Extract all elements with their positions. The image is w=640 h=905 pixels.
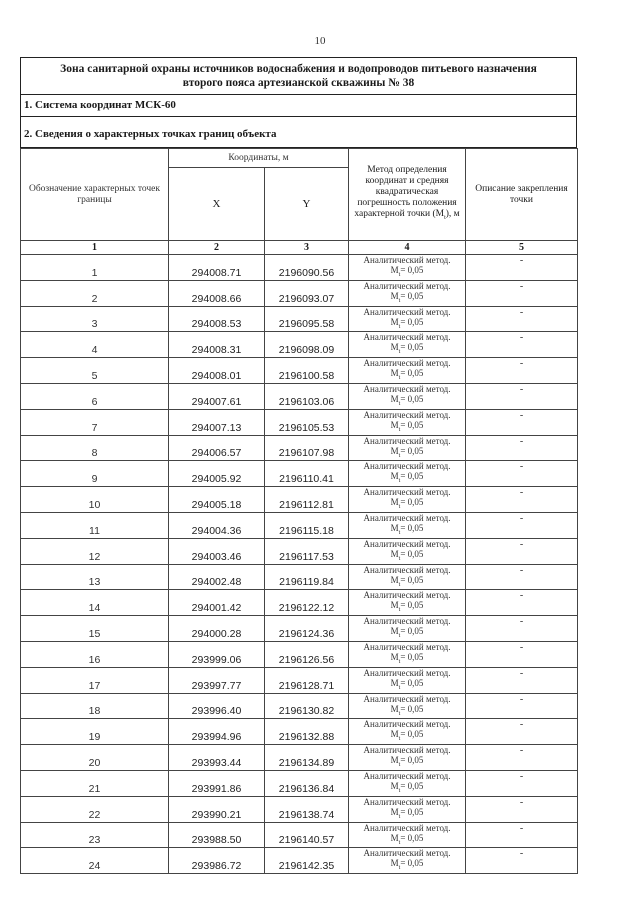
coord-x: 294003.46 bbox=[169, 538, 265, 564]
method-text: Аналитический метод. bbox=[363, 667, 451, 678]
header-method-sub: t bbox=[444, 214, 446, 221]
coord-y: 2196098.09 bbox=[265, 332, 349, 358]
header-method-text: Метод определения координат и средняя квадратическая погрешность положения характерной точки (M bbox=[354, 165, 457, 220]
method-cell bbox=[349, 461, 466, 487]
method-accuracy bbox=[349, 575, 465, 590]
accuracy-subscript: t bbox=[398, 839, 401, 846]
method-cell bbox=[349, 487, 466, 513]
accuracy-value: = 0,05 bbox=[400, 368, 424, 379]
accuracy-subscript: t bbox=[398, 658, 401, 665]
accuracy-value: = 0,05 bbox=[400, 626, 424, 637]
header-x: X bbox=[169, 168, 265, 241]
point-description: - bbox=[466, 383, 578, 409]
accuracy-subscript: t bbox=[398, 529, 401, 536]
method-accuracy bbox=[349, 446, 465, 461]
accuracy-value: = 0,05 bbox=[400, 780, 424, 791]
point-id: 4 bbox=[21, 332, 169, 358]
point-id: 24 bbox=[21, 848, 169, 874]
column-number: 1 bbox=[21, 241, 169, 255]
accuracy-subscript: t bbox=[398, 374, 401, 381]
accuracy-value: = 0,05 bbox=[400, 316, 424, 327]
accuracy-symbol: M bbox=[390, 780, 399, 791]
accuracy-symbol: M bbox=[390, 265, 399, 275]
point-description: - bbox=[466, 590, 578, 616]
accuracy-value: = 0,05 bbox=[400, 574, 424, 585]
coord-x: 293997.77 bbox=[169, 667, 265, 693]
header-method bbox=[349, 149, 466, 241]
method-text: Аналитический метод. bbox=[363, 616, 451, 627]
accuracy-symbol: M bbox=[390, 393, 399, 404]
boundary-points-table bbox=[20, 148, 578, 874]
method-cell bbox=[349, 641, 466, 667]
accuracy-value: = 0,05 bbox=[400, 806, 424, 817]
point-id: 5 bbox=[21, 358, 169, 384]
method-text: Аналитический метод. bbox=[363, 590, 451, 601]
section-boundary-points: 2. Сведения о характерных точках границ объекта bbox=[20, 117, 577, 148]
coord-y: 2196124.36 bbox=[265, 616, 349, 642]
coord-y: 2196140.57 bbox=[265, 822, 349, 848]
table-row bbox=[21, 693, 578, 719]
method-cell bbox=[349, 383, 466, 409]
point-id: 1 bbox=[21, 255, 169, 281]
method-text: Аналитический метод. bbox=[363, 822, 451, 833]
method-text: Аналитический метод. bbox=[363, 306, 451, 317]
method-text: Аналитический метод. bbox=[363, 745, 451, 756]
accuracy-subscript: t bbox=[398, 607, 401, 614]
accuracy-subscript: t bbox=[398, 452, 401, 459]
coord-y: 2196138.74 bbox=[265, 796, 349, 822]
table-row bbox=[21, 564, 578, 590]
accuracy-value: = 0,05 bbox=[400, 290, 424, 301]
coord-x: 293993.44 bbox=[169, 745, 265, 771]
page-number: 10 bbox=[314, 35, 326, 47]
coord-y: 2196115.18 bbox=[265, 512, 349, 538]
accuracy-symbol: M bbox=[390, 342, 399, 353]
accuracy-symbol: M bbox=[390, 651, 399, 662]
accuracy-value: = 0,05 bbox=[400, 548, 424, 559]
method-text: Аналитический метод. bbox=[363, 332, 451, 343]
accuracy-value: = 0,05 bbox=[400, 832, 424, 843]
accuracy-value: = 0,05 bbox=[400, 677, 424, 688]
method-text: Аналитический метод. bbox=[363, 848, 451, 859]
coord-y: 2196105.53 bbox=[265, 409, 349, 435]
coord-y: 2196132.88 bbox=[265, 719, 349, 745]
method-accuracy bbox=[349, 652, 465, 667]
coord-y: 2196110.41 bbox=[265, 461, 349, 487]
title-line-2: второго пояса артезианской скважины № 38 bbox=[182, 77, 415, 89]
column-number: 3 bbox=[265, 241, 349, 255]
method-cell bbox=[349, 280, 466, 306]
table-row bbox=[21, 796, 578, 822]
accuracy-symbol: M bbox=[390, 832, 399, 843]
method-text: Аналитический метод. bbox=[363, 693, 451, 704]
method-accuracy bbox=[349, 317, 465, 332]
coord-y: 2196136.84 bbox=[265, 770, 349, 796]
method-cell bbox=[349, 693, 466, 719]
table-row bbox=[21, 848, 578, 874]
method-cell bbox=[349, 564, 466, 590]
coord-y: 2196093.07 bbox=[265, 280, 349, 306]
table-row bbox=[21, 358, 578, 384]
point-id: 20 bbox=[21, 745, 169, 771]
header-point-designation: Обозначение характерных точек границы bbox=[21, 149, 169, 241]
point-description: - bbox=[466, 641, 578, 667]
method-text: Аналитический метод. bbox=[363, 435, 451, 446]
method-accuracy bbox=[349, 626, 465, 641]
table-row bbox=[21, 538, 578, 564]
method-accuracy bbox=[349, 678, 465, 693]
method-text: Аналитический метод. bbox=[363, 512, 451, 523]
table-row bbox=[21, 590, 578, 616]
accuracy-symbol: M bbox=[390, 522, 399, 533]
point-description: - bbox=[466, 796, 578, 822]
accuracy-symbol: M bbox=[390, 419, 399, 430]
method-accuracy bbox=[349, 420, 465, 435]
accuracy-value: = 0,05 bbox=[400, 755, 424, 766]
coord-y: 2196090.56 bbox=[265, 255, 349, 281]
table-row bbox=[21, 822, 578, 848]
accuracy-symbol: M bbox=[390, 574, 399, 585]
method-accuracy bbox=[349, 704, 465, 719]
method-accuracy bbox=[349, 291, 465, 306]
point-description: - bbox=[466, 822, 578, 848]
method-cell bbox=[349, 255, 466, 281]
table-row bbox=[21, 487, 578, 513]
method-text: Аналитический метод. bbox=[363, 280, 451, 291]
coord-x: 294008.66 bbox=[169, 280, 265, 306]
point-description: - bbox=[466, 409, 578, 435]
accuracy-symbol: M bbox=[390, 316, 399, 327]
document-title bbox=[20, 57, 577, 95]
table-row bbox=[21, 306, 578, 332]
point-id: 16 bbox=[21, 641, 169, 667]
method-accuracy bbox=[349, 549, 465, 564]
coord-x: 294002.48 bbox=[169, 564, 265, 590]
header-description: Описание закрепления точки bbox=[466, 149, 578, 241]
method-accuracy bbox=[349, 523, 465, 538]
point-description: - bbox=[466, 848, 578, 874]
accuracy-subscript: t bbox=[398, 736, 401, 743]
method-accuracy bbox=[349, 342, 465, 357]
table-row bbox=[21, 745, 578, 771]
method-cell bbox=[349, 306, 466, 332]
point-id: 3 bbox=[21, 306, 169, 332]
method-cell bbox=[349, 332, 466, 358]
coord-x: 294006.57 bbox=[169, 435, 265, 461]
accuracy-symbol: M bbox=[390, 858, 399, 869]
point-description: - bbox=[466, 512, 578, 538]
point-description: - bbox=[466, 332, 578, 358]
table-row bbox=[21, 409, 578, 435]
point-id: 18 bbox=[21, 693, 169, 719]
accuracy-symbol: M bbox=[390, 497, 399, 508]
coord-x: 293999.06 bbox=[169, 641, 265, 667]
coord-x: 293990.21 bbox=[169, 796, 265, 822]
table-row bbox=[21, 461, 578, 487]
coord-y: 2196122.12 bbox=[265, 590, 349, 616]
accuracy-symbol: M bbox=[390, 755, 399, 766]
accuracy-subscript: t bbox=[398, 865, 401, 872]
coord-x: 294008.01 bbox=[169, 358, 265, 384]
method-accuracy bbox=[349, 807, 465, 822]
method-cell bbox=[349, 719, 466, 745]
point-description: - bbox=[466, 616, 578, 642]
coord-y: 2196134.89 bbox=[265, 745, 349, 771]
accuracy-subscript: t bbox=[398, 787, 401, 794]
point-description: - bbox=[466, 306, 578, 332]
accuracy-value: = 0,05 bbox=[400, 651, 424, 662]
table-row bbox=[21, 641, 578, 667]
accuracy-value: = 0,05 bbox=[400, 393, 424, 404]
method-text: Аналитический метод. bbox=[363, 538, 451, 549]
method-cell bbox=[349, 409, 466, 435]
point-description: - bbox=[466, 693, 578, 719]
header-method-unit: ), м bbox=[445, 209, 460, 220]
coord-y: 2196112.81 bbox=[265, 487, 349, 513]
method-accuracy bbox=[349, 781, 465, 796]
title-line-1: Зона санитарной охраны источников водоснабжения и водопроводов питьевого назначения bbox=[60, 63, 537, 75]
accuracy-subscript: t bbox=[398, 323, 401, 330]
method-accuracy bbox=[349, 471, 465, 486]
method-cell bbox=[349, 667, 466, 693]
point-id: 10 bbox=[21, 487, 169, 513]
accuracy-subscript: t bbox=[398, 761, 401, 768]
coord-x: 294005.18 bbox=[169, 487, 265, 513]
method-accuracy bbox=[349, 858, 465, 873]
accuracy-value: = 0,05 bbox=[400, 419, 424, 430]
point-description: - bbox=[466, 487, 578, 513]
coord-y: 2196117.53 bbox=[265, 538, 349, 564]
method-cell bbox=[349, 616, 466, 642]
coord-x: 293988.50 bbox=[169, 822, 265, 848]
accuracy-value: = 0,05 bbox=[400, 497, 424, 508]
coord-x: 294007.61 bbox=[169, 383, 265, 409]
accuracy-subscript: t bbox=[398, 581, 401, 588]
method-text: Аналитический метод. bbox=[363, 796, 451, 807]
accuracy-subscript: t bbox=[398, 632, 401, 639]
method-cell bbox=[349, 770, 466, 796]
coord-x: 294007.13 bbox=[169, 409, 265, 435]
point-id: 14 bbox=[21, 590, 169, 616]
method-cell bbox=[349, 435, 466, 461]
coord-x: 294008.53 bbox=[169, 306, 265, 332]
point-id: 23 bbox=[21, 822, 169, 848]
coord-y: 2196119.84 bbox=[265, 564, 349, 590]
method-text: Аналитический метод. bbox=[363, 564, 451, 575]
method-accuracy bbox=[349, 600, 465, 615]
method-text: Аналитический метод. bbox=[363, 719, 451, 730]
point-id: 9 bbox=[21, 461, 169, 487]
accuracy-value: = 0,05 bbox=[400, 729, 424, 740]
header-y: Y bbox=[265, 168, 349, 241]
point-id: 19 bbox=[21, 719, 169, 745]
method-cell bbox=[349, 590, 466, 616]
point-description: - bbox=[466, 564, 578, 590]
method-text: Аналитический метод. bbox=[363, 770, 451, 781]
coord-x: 294000.28 bbox=[169, 616, 265, 642]
coord-y: 2196107.98 bbox=[265, 435, 349, 461]
method-text: Аналитический метод. bbox=[363, 461, 451, 472]
accuracy-subscript: t bbox=[398, 710, 401, 717]
accuracy-symbol: M bbox=[390, 368, 399, 379]
point-id: 2 bbox=[21, 280, 169, 306]
point-description: - bbox=[466, 280, 578, 306]
point-description: - bbox=[466, 745, 578, 771]
table-row bbox=[21, 770, 578, 796]
point-id: 8 bbox=[21, 435, 169, 461]
coord-x: 293986.72 bbox=[169, 848, 265, 874]
method-accuracy bbox=[349, 265, 465, 280]
method-cell bbox=[349, 822, 466, 848]
coord-x: 294008.71 bbox=[169, 255, 265, 281]
accuracy-subscript: t bbox=[398, 813, 401, 820]
accuracy-value: = 0,05 bbox=[400, 342, 424, 353]
point-description: - bbox=[466, 667, 578, 693]
table-row bbox=[21, 512, 578, 538]
method-text: Аналитический метод. bbox=[363, 358, 451, 369]
method-cell bbox=[349, 512, 466, 538]
method-accuracy bbox=[349, 833, 465, 848]
column-numbers-row bbox=[21, 241, 578, 255]
accuracy-symbol: M bbox=[390, 600, 399, 611]
coord-y: 2196095.58 bbox=[265, 306, 349, 332]
point-id: 15 bbox=[21, 616, 169, 642]
accuracy-subscript: t bbox=[398, 271, 401, 278]
accuracy-symbol: M bbox=[390, 471, 399, 482]
accuracy-subscript: t bbox=[398, 684, 401, 691]
accuracy-value: = 0,05 bbox=[400, 522, 424, 533]
point-id: 22 bbox=[21, 796, 169, 822]
coord-y: 2196128.71 bbox=[265, 667, 349, 693]
point-description: - bbox=[466, 255, 578, 281]
accuracy-subscript: t bbox=[398, 555, 401, 562]
accuracy-symbol: M bbox=[390, 677, 399, 688]
accuracy-symbol: M bbox=[390, 548, 399, 559]
method-cell bbox=[349, 796, 466, 822]
coord-x: 293996.40 bbox=[169, 693, 265, 719]
method-accuracy bbox=[349, 368, 465, 383]
point-id: 13 bbox=[21, 564, 169, 590]
point-id: 17 bbox=[21, 667, 169, 693]
point-description: - bbox=[466, 461, 578, 487]
accuracy-symbol: M bbox=[390, 806, 399, 817]
accuracy-subscript: t bbox=[398, 349, 401, 356]
method-accuracy bbox=[349, 755, 465, 770]
method-accuracy bbox=[349, 729, 465, 744]
method-cell bbox=[349, 538, 466, 564]
table-row bbox=[21, 383, 578, 409]
method-text: Аналитический метод. bbox=[363, 255, 451, 265]
accuracy-symbol: M bbox=[390, 445, 399, 456]
accuracy-symbol: M bbox=[390, 290, 399, 301]
method-cell bbox=[349, 848, 466, 874]
method-accuracy bbox=[349, 497, 465, 512]
coord-y: 2196130.82 bbox=[265, 693, 349, 719]
method-text: Аналитический метод. bbox=[363, 409, 451, 420]
method-text: Аналитический метод. bbox=[363, 641, 451, 652]
table-row bbox=[21, 280, 578, 306]
accuracy-value: = 0,05 bbox=[400, 858, 424, 869]
coord-x: 294001.42 bbox=[169, 590, 265, 616]
column-number: 5 bbox=[466, 241, 578, 255]
table-row bbox=[21, 332, 578, 358]
accuracy-value: = 0,05 bbox=[400, 471, 424, 482]
point-id: 21 bbox=[21, 770, 169, 796]
column-number: 2 bbox=[169, 241, 265, 255]
table-body bbox=[21, 255, 578, 874]
section-coordinate-system: 1. Система координат МСК-60 bbox=[20, 95, 577, 117]
coord-x: 294008.31 bbox=[169, 332, 265, 358]
method-cell bbox=[349, 358, 466, 384]
point-description: - bbox=[466, 770, 578, 796]
accuracy-symbol: M bbox=[390, 729, 399, 740]
accuracy-subscript: t bbox=[398, 426, 401, 433]
table-row bbox=[21, 616, 578, 642]
point-description: - bbox=[466, 538, 578, 564]
accuracy-symbol: M bbox=[390, 703, 399, 714]
method-text: Аналитический метод. bbox=[363, 383, 451, 394]
coord-x: 293991.86 bbox=[169, 770, 265, 796]
accuracy-subscript: t bbox=[398, 400, 401, 407]
method-accuracy bbox=[349, 394, 465, 409]
coord-y: 2196142.35 bbox=[265, 848, 349, 874]
coord-x: 294005.92 bbox=[169, 461, 265, 487]
accuracy-subscript: t bbox=[398, 297, 401, 304]
accuracy-subscript: t bbox=[398, 503, 401, 510]
table-row bbox=[21, 719, 578, 745]
table-row bbox=[21, 667, 578, 693]
accuracy-value: = 0,05 bbox=[400, 600, 424, 611]
accuracy-subscript: t bbox=[398, 478, 401, 485]
point-id: 7 bbox=[21, 409, 169, 435]
accuracy-symbol: M bbox=[390, 626, 399, 637]
accuracy-value: = 0,05 bbox=[400, 703, 424, 714]
table-row bbox=[21, 255, 578, 281]
coord-x: 294004.36 bbox=[169, 512, 265, 538]
accuracy-value: = 0,05 bbox=[400, 265, 424, 275]
coord-y: 2196126.56 bbox=[265, 641, 349, 667]
point-id: 6 bbox=[21, 383, 169, 409]
point-description: - bbox=[466, 435, 578, 461]
method-cell bbox=[349, 745, 466, 771]
column-number: 4 bbox=[349, 241, 466, 255]
coord-x: 293994.96 bbox=[169, 719, 265, 745]
table-row bbox=[21, 435, 578, 461]
header-coordinates: Координаты, м bbox=[169, 149, 349, 168]
point-id: 11 bbox=[21, 512, 169, 538]
point-id: 12 bbox=[21, 538, 169, 564]
method-text: Аналитический метод. bbox=[363, 487, 451, 498]
accuracy-value: = 0,05 bbox=[400, 445, 424, 456]
coord-y: 2196103.06 bbox=[265, 383, 349, 409]
point-description: - bbox=[466, 719, 578, 745]
coord-y: 2196100.58 bbox=[265, 358, 349, 384]
point-description: - bbox=[466, 358, 578, 384]
